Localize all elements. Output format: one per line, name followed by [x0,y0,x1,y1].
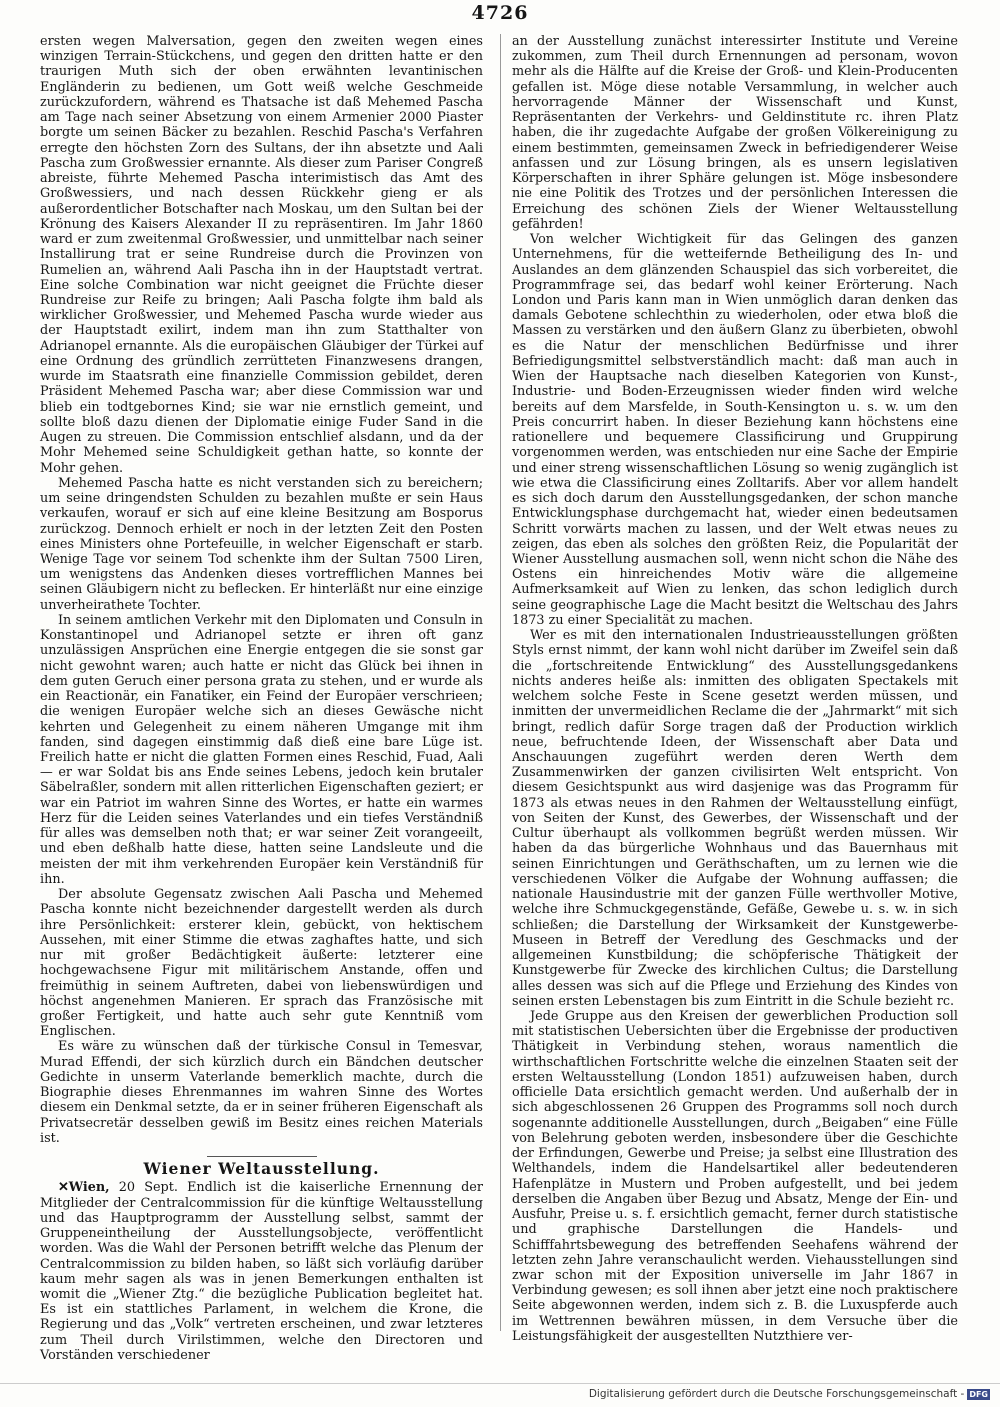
paragraph: an der Ausstellung zunächst interessirter Institute und Vereine zukommen, zum Theil durch Ernennungen ad personam, wovon mehr als die Hälfte auf die Kreise der Groß- und Klein-Producenten gefallen ist. Möge diese notable Versammlung, in welcher auch hervorragende Männer der Wissenschaft und Kunst, Repräsentanten der Verkehrs- und Geldinstitute rc. ihren Platz haben, die ihr zugedachte Aufgabe der großen Völkereinigung zu einem bestimmten, gemeinsamen Zweck in befriedigenderer Weise anfassen und zur Lösung bringen, als es unsern legislativen Körperschaften in ihrer Sphäre gelungen ist. Möge insbesondere nie eine Politik des Trotzes und der persönlichen Interessen die Erreichung des schönen Ziels der Wiener Weltausstellung gefährden! [512,34,958,232]
article-text: 20 Sept. Endlich ist die kaiserliche Ernennung der Mitglieder der Centralcommission für die künftige Weltausstellung und das Hauptprogramm der Ausstellung selbst, sammt der Gruppeneintheilung der Ausstellungsobjecte, veröffentlicht worden. Was die Wahl der Personen betrifft welche das Plenum der Centralcommission zu bilden haben, so läßt sich vorläufig darüber kaum mehr sagen als was in jenen Bemerkungen enthalten ist womit die „Wiener Ztg.“ die bezügliche Publication begleitet hat. Es ist ein stattliches Parlament, in welchem die Krone, die Regierung und das „Volk“ vertreten erscheinen, und zwar letzteres zum Theil durch Virilstimmen, welche den Directoren und Vorständen verschiedener [40,1180,483,1363]
left-column [40,34,483,1363]
column-divider [500,34,501,1331]
dfg-logo-icon: DFG [969,1389,988,1399]
paragraph: Der absolute Gegensatz zwischen Aali Pascha und Mehemed Pascha konnte nicht bezeichnender dargestellt werden als durch ihre Persönlichkeit: ersterer klein, gebückt, von hektischem Aussehen, mit einer Stimme die etwas zaghaftes hatte, und sich nur mit großer Bedächtigkeit äußerte: letzterer eine hochgewachsene Figur mit militärischem Anstande, offen und freimüthig in seinem Auftreten, dabei von liebenswürdigen und höchst angenehmen Manieren. Er sprach das Französische mit großer Fertigkeit, und hatte auch sehr gute Kenntniß vom Englischen. [40,887,483,1040]
footer [0,1388,990,1404]
paragraph: Mehemed Pascha hatte es nicht verstanden sich zu bereichern; um seine dringendsten Schulden zu bezahlen mußte er sein Haus verkaufen, worauf er sich auf eine kleine Besitzung am Bosporus zurückzog. Dennoch erhielt er noch in der letzten Zeit den Posten eines Ministers ohne Portefeuille, in welcher Eigenschaft er starb. Wenige Tage vor seinem Tod schenkte ihm der Sultan 7500 Liren, um wenigstens das Andenken dieses vortrefflichen Mannes bei seinen Gläubigern nicht zu beflecken. Er hinterläßt nur eine einzige unverheirathete Tochter. [40,475,483,613]
page-number: 4726 [471,2,529,24]
paragraph: ersten wegen Malversation, gegen den zweiten wegen eines winzigen Terrain-Stückchens, und gegen den dritten hatte er den traurigen Muth sich der oben erwähnten levantinischen Engländerin zu bedienen, um Gott weiß welche Geschmeide zurückzufordern, während es Thatsache ist daß Mehemed Pascha am Tage nach seiner Absetzung von einem Armenier 2000 Piaster borgte um seinen Bäcker zu bezahlen. Reschid Pascha's Verfahren erregte den höchsten Zorn des Sultans, der ihn absetzte und Aali Pascha zum Großwessier ernannte. Als dieser zum Pariser Congreß abreiste, führte Mehemed Pascha interimistisch das Amt des Großwessiers, und nach dessen Rückkehr gieng er als außerordentlicher Botschafter nach Moskau, um den Sultan bei der Krönung des Kaisers Alexander II zu repräsentiren. Im Jahr 1860 ward er zum zweitenmal Großwessier, und unmittelbar nach seiner Installirung trat er seine Rundreise durch die Provinzen von Rumelien an, während Aali Pascha ihn in der Hauptstadt vertrat. Eine solche Combination war nicht geeignet die Früchte dieser Rundreise zur Reife zu bringen; Aali Pascha folgte ihm bald als wirklicher Großwessier, und Mehemed Pascha wurde wieder aus der Hauptstadt exilirt, indem man ihn zum Statthalter von Adrianopel ernannte. Als die europäischen Gläubiger der Türkei auf eine Ordnung des gründlich zerrütteten Finanzwesens drangen, wurde im Staatsrath eine finanzielle Commission gebildet, deren Präsident Mehemed Pascha war; aber diese Commission war und blieb ein todtgebornes Kind; sie war nie ernstlich gemeint, und sollte bloß dazu dienen der Diplomatie einige Fuder Sand in die Augen zu streuen. Die Commission entschlief alsdann, und da der Mohr Mehemed seine Schuldigkeit gethan hatte, so konnte der Mohr gehen. [40,34,483,476]
dateline: ✕Wien, [58,1180,110,1196]
paragraph: Von welcher Wichtigkeit für das Gelingen des ganzen Unternehmens, für die wetteifernde Betheiligung des In- und Auslandes an dem glänzenden Schauspiel das sich vorbereitet, die Programmfrage sei, das bedarf wohl keiner Erörterung. Nach London und Paris kann man in Wien unmöglich daran denken das damals Gebotene schlechthin zu wiederholen, oder etwa bloß die Massen zu verstärken und den äußern Glanz zu überbieten, obwohl es die Natur der menschlichen Bedürfnisse und ihrer Befriedigungsmittel selbstverständlich macht: daß man auch in Wien der Hauptsache nach dieselben Kategorien von Kunst-, Industrie- und Boden-Erzeugnissen wieder finden wird welche bereits auf dem Marsfelde, in South-Kensington u. s. w. um den Preis concurrirt haben. In dieser Beziehung kann höchstens eine rationellere und bequemere Classificirung und Gruppirung vorgenommen werden, was entschieden nur eine Sache der Empirie und einer streng wissenschaftlichen Lösung so wenig zugänglich ist wie etwa die Classificirung eines Zolltarifs. Aber vor allem handelt es sich doch darum den Ausstellungsgedanken, der schon manche Entwicklungsphase durchgemacht hat, wieder einen bedeutsamen Schritt vorwärts machen zu lassen, und der Welt etwas neues zu zeigen, das eben als solches den größten Reiz, die Popularität der Wiener Ausstellung ausmachen soll, wenn nicht schon die Nähe des Ostens ein hinreichendes Motiv wäre die allgemeine Aufmerksamkeit auf Wien zu lenken, das schon lediglich durch seine geographische Lage die Macht besitzt die Weltschau des Jahrs 1873 zu einer Specialität zu machen. [512,232,958,628]
footer-credit: Digitalisierung gefördert durch die Deutsche Forschungsgemeinschaft - [588,1388,965,1400]
paragraph: Wer es mit den internationalen Industrieausstellungen größten Styls ernst nimmt, der kann wohl nicht darüber im Zweifel sein daß die „fortschreitende Entwicklung“ des Ausstellungsgedankens nichts anderes heiße als: inmitten des obligaten Spectakels mit welchem solche Feste in Scene gesetzt werden müssen, und inmitten der unvermeidlichen Reclame die der „Jahrmarkt“ mit sich bringt, redlich dafür Sorge tragen daß der Production wirklich neue, befruchtende Ideen, der Wissenschaft aber Data und Anschauungen zugeführt werden deren Werth dem Zusammenwirken der ganzen civilisirten Welt entspricht. Von diesem Gesichtspunkt aus wird dasjenige was das Programm für 1873 als etwas neues in den Rahmen der Weltausstellung einfügt, von Seiten der Kunst, des Gewerbes, der Wissenschaft und der Cultur überhaupt als vollkommen begrüßt werden müssen. Wir haben da das bürgerliche Wohnhaus und das Bauernhaus mit seinen Einrichtungen und Geräthschaften, um zu lernen wie die verschiedenen Völker die Aufgabe der Wohnung auffassen; die nationale Hausindustrie mit der ganzen Fülle werthvoller Motive, welche ihre Schmuckgegenstände, Gefäße, Gewebe u. s. w. in sich schließen; die Darstellung der Wirksamkeit der Kunstgewerbe-Museen in Betreff der Veredlung des Geschmacks und der allgemeinen Kunstbildung; die schöpferische Thätigkeit der Kunstgewerbe für Zwecke des kirchlichen Cultus; die Darstellung alles dessen was sich auf die Pflege und Erziehung des Kindes von seinen ersten Lebenstagen bis zum Eintritt in die Schule bezieht rc. [512,628,958,1009]
section-divider [207,1156,317,1157]
footer-divider [0,1383,1000,1384]
paragraph: In seinem amtlichen Verkehr mit den Diplomaten und Consuln in Konstantinopel und Adrianopel setzte er ihren oft ganz unzulässigen Ansprüchen eine Energie entgegen die sie sonst gar nicht gewohnt waren; auch hatte er nicht das Glück bei ihnen in dem guten Geruch einer persona grata zu stehen, und er wurde als ein Reactionär, ein Fanatiker, ein Feind der Europäer verschrieen; die wenigen Europäer welche sich an dieses Gewäsche nicht kehrten und Gelegenheit zu einem näheren Umgange mit ihm fanden, sind dagegen einstimmig daß dieß eine bare Lüge ist. Freilich hatte er nicht die glatten Formen eines Reschid, Fuad, Aali — er war Soldat bis ans Ende seines Lebens, jedoch kein brutaler Säbelraßler, sondern mit allen ritterlichen Eigenschaften geziert; er war ein Patriot im wahren Sinne des Wortes, er hatte ein warmes Herz für die Leiden seines Vaterlandes und ein tiefes Verständniß für alles was demselben noth that; er war seiner Zeit vorangeeilt, und eben deßhalb hatte diese, hatten seine Landsleute und die meisten der mit ihm verkehrenden Europäer kein Verständniß für ihn. [40,612,483,887]
article-first-paragraph [40,1180,483,1363]
right-column [512,34,958,1344]
section-heading: Wiener Weltausstellung. [143,1159,380,1179]
paragraph: Es wäre zu wünschen daß der türkische Consul in Temesvar, Murad Effendi, der sich kürzlich durch ein Bändchen deutscher Gedichte in unserm Vaterlande bemerklich machte, durch die Biographie dieses Ehrenmannes im wahren Sinne des Wortes diesem ein Denkmal setzte, da er in seiner früheren Eigenschaft als Privatsecretär desselben gewiß im Besitz eines reichen Materials ist. [40,1039,483,1146]
paragraph: Jede Gruppe aus den Kreisen der gewerblichen Production soll mit statistischen Uebersichten über die Ergebnisse der productiven Thätigkeit in Verbindung stehen, woraus namentlich die wirthschaftlichen Fortschritte welche die einzelnen Staaten seit der ersten Weltausstellung (London 1851) aufzuweisen haben, durch officielle Data ersichtlich gemacht werden. Und außerhalb der in sich abgeschlossenen 26 Gruppen des Programms soll noch durch sogenannte additionelle Ausstellungen, durch „Beigaben“ eine Fülle von Belehrung geboten werden, insbesondere über die Geschichte der Erfindungen, Gewerbe und Preise; ja selbst eine Illustration des Welthandels, indem die Handelsartikel aller bedeutenderen Hafenplätze in Mustern und Proben aufgestellt, und bei jedem derselben die Angaben über Bezug und Absatz, Menge der Ein- und Ausfuhr, Preise u. s. f. ersichtlich gemacht, ferner durch statistische und graphische Darstellungen die Handels- und Schifffahrtsbewegung des betreffenden Seehafens während der letzten zehn Jahre veranschaulicht werden. Viehausstellungen sind zwar schon mit der Exposition universelle im Jahr 1867 in Verbindung gewesen; es soll ihnen aber jetzt eine noch praktischere Seite abgewonnen werden, indem sich z. B. die Luxuspferde auch im Wettrennen bewähren müssen, in dem Versuche über die Leistungsfähigkeit der ausgestellten Nutzthiere ver- [512,1009,958,1344]
